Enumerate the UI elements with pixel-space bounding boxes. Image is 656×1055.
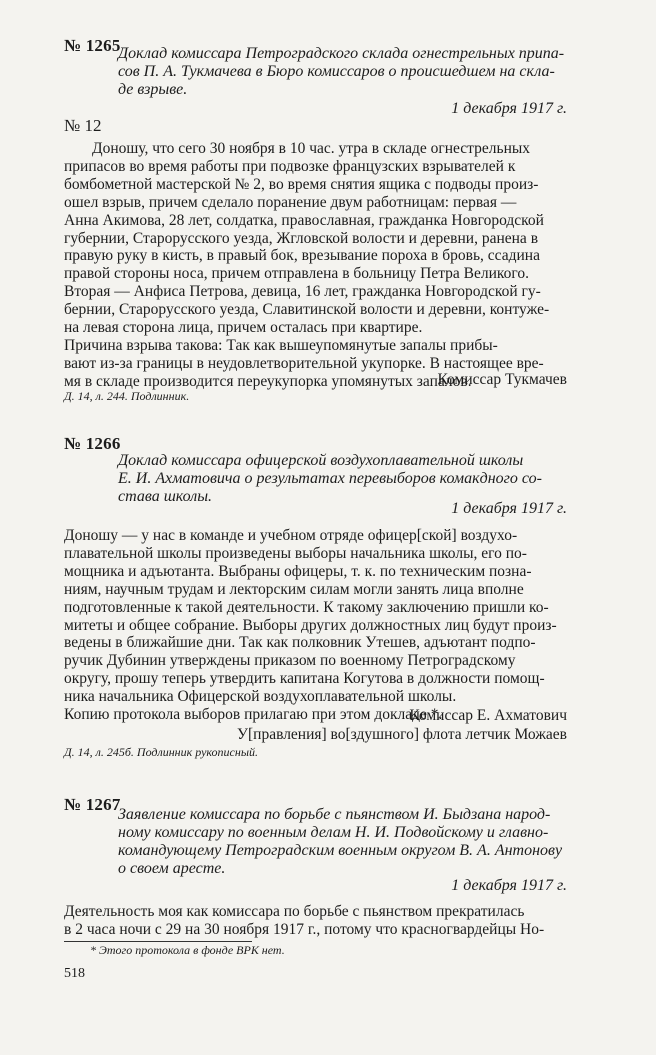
signature: Комиссар Е. Ахматович: [409, 707, 567, 724]
footnote-rule: [64, 941, 252, 942]
document-body: Деятельность моя как комиссара по борьбе с пьянством прекратилась в 2 часа ночи с 29 на 30 ноября 1917 г., потому что красногвардейцы Но-: [64, 903, 545, 938]
document-number: № 1265: [64, 36, 121, 55]
document-body: Доношу — у нас в команде и учебном отряде офицер[ской] воздухо- плавательной школы произведены выборы начальника школы, его по- мощника и адъютанта. Выбраны офицеры, т. к. по техническим позна- ниям, научным трудам и лекторским силам могли занять лица вполне подготовленные к такой деятельности. К такому заключению пришли ко- митеты и общее собрание. Выборы других должностных лиц будут произ- ведены в ближайшие дни. Так как полковник Утешев, адъютант подпо- ручик Дубинин утверждены приказом по военному Петроградскому округу, прошу теперь утвердить капитана Когутова в должности помощ- ника начальника Офицерской воздухоплавательной школы. Копию протокола выборов прилагаю при этом докладе *.: [64, 527, 557, 724]
document-body: Доношу, что сего 30 ноября в 10 час. утра в складе огнестрельных припасов во время работы при подвозке французских взрывателей к бомбометной мастерской № 2, во время снятия ящика с подводы произ- ошел взрыв, причем сделало поранение двум работницам: первая — Анна Акимова, 28 лет, солдатка, православная, гражданка Новгородской губернии, Старорусского уезда, Жгловской волости и деревни, ранена в правую руку в кисть, в правый бок, врезывание пороха в бровь, ссадина правой стороны носа, причем отправлена в больницу Петра Великого. Вторая — Анфиса Петрова, девица, 16 лет, гражданка Новгородской гу- бернии, Старорусского уезда, Славитинской волости и деревни, контуже- на левая сторона лица, причем осталась при квартире. Причина взрыва такова: Так как вышеупомянутые запалы прибы- вают из-за границы в неудовлетворительной укупорке. В настоящее вре- мя в складе производится переукупорка упомянутых запалов.: [64, 140, 550, 390]
document-date: 1 декабря 1917 г.: [451, 500, 567, 517]
signature: Комиссар Тукмачев: [437, 371, 567, 388]
footnote: * Этого протокола в фонде ВРК нет.: [90, 943, 285, 957]
document-number: № 1266: [64, 434, 121, 453]
document-date: 1 декабря 1917 г.: [451, 877, 567, 894]
document-title: Доклад комиссара Петроградского склада огнестрельных припа- сов П. А. Тукмачева в Бюро комиссаров о происшедшем на скла- де взрыве.: [118, 45, 565, 98]
document-title: Доклад комиссара офицерской воздухоплавательной школы Е. И. Ахматовича о результатах перевыборов комакдного со- става школы.: [118, 452, 542, 505]
document-number: № 1267: [64, 795, 121, 814]
archive-source: Д. 14, л. 245б. Подлинник рукописный.: [64, 745, 258, 759]
archive-source: Д. 14, л. 244. Подлинник.: [64, 389, 190, 403]
document-title: Заявление комиссара по борьбе с пьянством И. Быдзана народ- ному комиссару по военным делам Н. И. Подвойскому и главно- командующему Петроградским военным округом В. А. Антонову о своем аресте.: [118, 806, 563, 877]
document-date: 1 декабря 1917 г.: [451, 100, 567, 117]
document-sub-number: № 12: [64, 116, 102, 135]
signature-second: У[правления] во[здушного] флота летчик Можаев: [237, 726, 567, 743]
page-number: 518: [64, 966, 85, 981]
